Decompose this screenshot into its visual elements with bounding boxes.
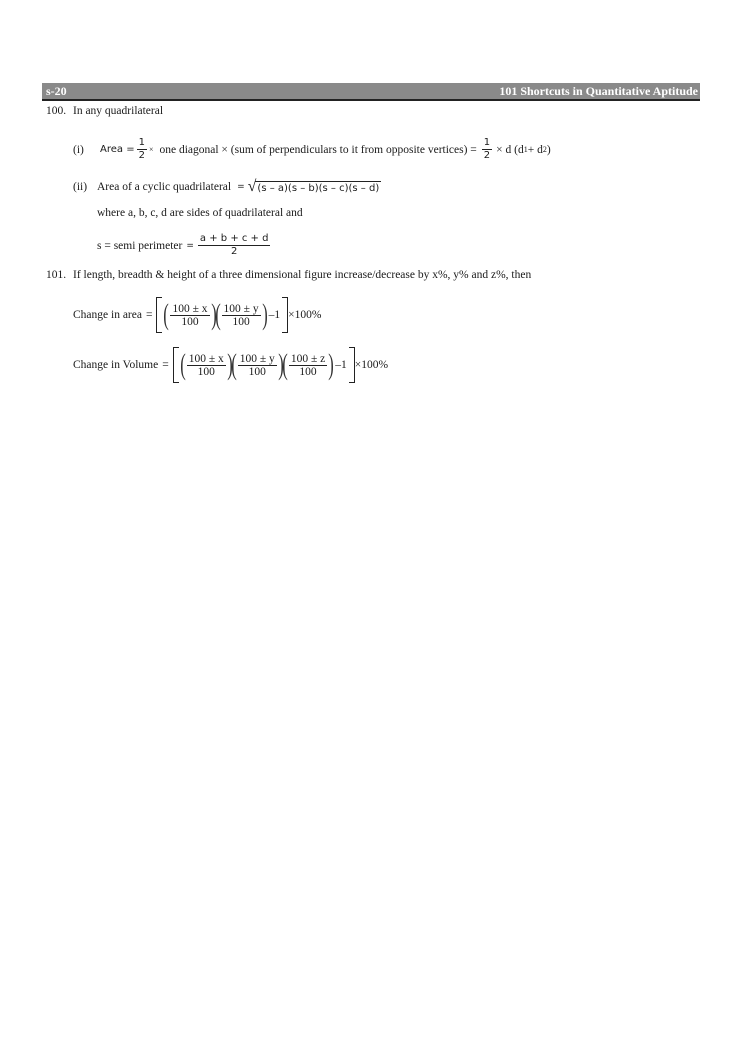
numerator: 100 ± y — [223, 302, 259, 315]
item-title: In any quadrilateral — [73, 105, 164, 117]
page-number: s-20 — [46, 84, 67, 98]
item-title: If length, breadth & height of a three dimensional figure increase/decrease by x%, y% and z%, then — [73, 269, 532, 281]
formula-lhs: Change in Volume — [73, 359, 159, 371]
numerator: 1 — [483, 137, 491, 148]
numerator: 100 ± x — [188, 352, 224, 365]
fraction-half — [137, 137, 147, 162]
definition-text: where a, b, c, d are sides of quadrilateral and — [97, 207, 303, 219]
formula-lhs: Change in area — [73, 309, 142, 321]
formula-semi-perimeter — [97, 233, 272, 258]
item-number: 100. — [46, 105, 67, 117]
formula-lhs: Area = — [100, 144, 135, 155]
denominator: 100 — [232, 315, 250, 328]
paren: ( — [179, 348, 186, 381]
fraction — [238, 353, 277, 378]
numerator: 100 ± x — [172, 302, 208, 315]
formula-rhs: + d — [527, 143, 543, 156]
times-100-percent: ×100% — [288, 309, 322, 321]
fraction-half — [482, 137, 492, 162]
numerator: 100 ± y — [239, 352, 275, 365]
paren: ( — [214, 298, 221, 331]
left-bracket — [156, 297, 162, 333]
formula-change-in-area — [73, 297, 321, 333]
minus-one: –1 — [268, 309, 281, 321]
item-100-heading — [46, 105, 163, 117]
equals-sign: = — [162, 359, 169, 371]
paren: ) — [278, 348, 284, 381]
equals-sign: = — [237, 182, 245, 192]
denominator: 2 — [483, 150, 491, 161]
subscript: 1 — [523, 145, 528, 154]
denominator: 100 — [248, 365, 266, 378]
sub-label: (i) — [73, 143, 84, 156]
item-number: 101. — [46, 269, 67, 281]
book-title: 101 Shortcuts in Quantitative Aptitude — [499, 84, 698, 98]
times-sign: × — [148, 145, 154, 154]
page-header — [42, 83, 700, 101]
denominator: 2 — [138, 150, 145, 161]
denominator: 2 — [231, 246, 238, 257]
radical-sign: √ — [247, 178, 257, 195]
radicand: (s – a)(s – b)(s – c)(s – d) — [257, 182, 380, 194]
formula-lhs: s = semi perimeter — [97, 239, 183, 252]
numerator: a + b + c + d — [199, 233, 269, 244]
formula-text: one diagonal × (sum of perpendiculars to it from opposite vertices) = — [159, 143, 477, 156]
square-root — [248, 178, 382, 196]
subscript: 2 — [542, 145, 547, 154]
paren: ) — [328, 348, 334, 381]
paren: ) — [210, 298, 217, 331]
fraction — [289, 353, 327, 378]
paren: ) — [227, 348, 233, 381]
item-101-heading — [46, 269, 531, 281]
paren: ( — [282, 348, 288, 381]
denominator: 100 — [299, 365, 317, 378]
denominator: 100 — [197, 365, 215, 378]
formula-rhs: ) — [546, 143, 551, 156]
formula-change-in-volume — [73, 347, 388, 383]
formula-quadrilateral-area — [73, 137, 551, 162]
formula-text: Area of a cyclic quadrilateral — [97, 181, 232, 193]
numerator: 1 — [138, 137, 145, 148]
paren: ) — [261, 298, 268, 331]
paren: ( — [163, 298, 170, 331]
formula-cyclic-area — [73, 178, 381, 196]
fraction — [198, 233, 271, 258]
paren: ( — [231, 348, 237, 381]
fraction — [170, 303, 209, 328]
left-bracket — [173, 347, 179, 383]
formula-rhs: × d (d — [496, 143, 524, 156]
times-100-percent: ×100% — [354, 359, 389, 371]
fraction — [222, 303, 261, 328]
fraction — [187, 353, 226, 378]
denominator: 100 — [181, 315, 199, 328]
equals-sign: = — [186, 240, 194, 251]
sub-label: (ii) — [73, 181, 88, 193]
numerator: 100 ± z — [290, 352, 326, 365]
minus-one: –1 — [335, 359, 347, 371]
equals-sign: = — [145, 309, 153, 321]
